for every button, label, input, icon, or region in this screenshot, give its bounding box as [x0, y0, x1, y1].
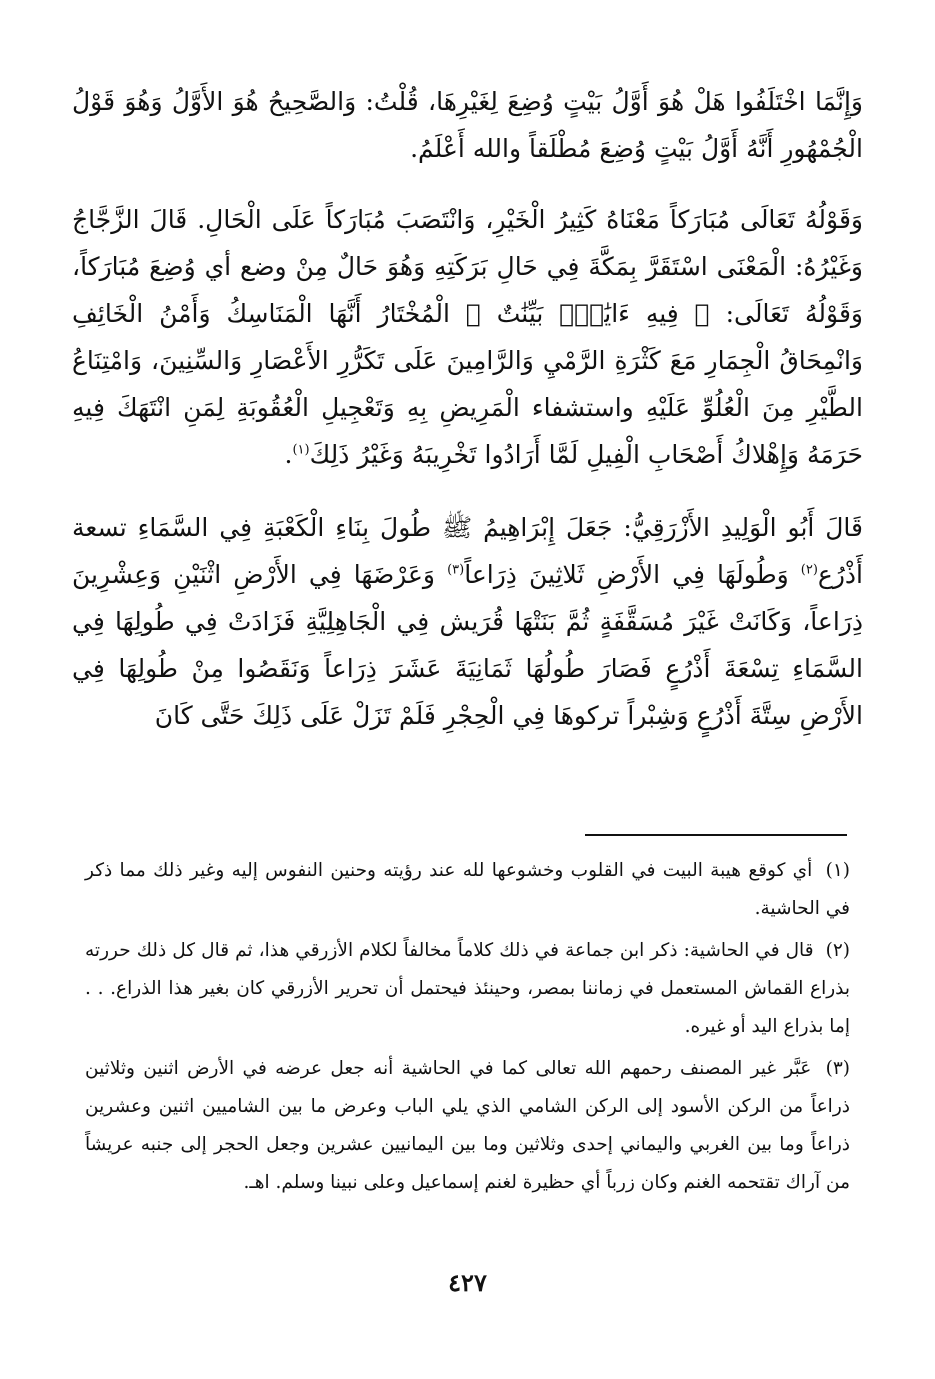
footnote-text: قال في الحاشية: ذكر ابن جماعة في ذلك كلاماً مخالفاً لكلام الأزرقي هذا، ثم قال كل ذلك حررته بذراع القماش المستعمل في زماننا بمصر، وحينئذ فيحتمل أن تحرير الأزرقي كان بغير هذا الذراع. . . إما بذراع اليد أو غيره. [85, 940, 850, 1037]
paragraph-3-part-2: وَطُولَهَا فِي الأَرْضِ ثَلاثِينَ ذِرَاعاً [464, 560, 801, 589]
paragraph-1: وَإِنَّمَا اخْتَلَفُوا هَلْ هُوَ أَوَّلُ بَيْتٍ وُضِعَ لِغَيْرِهَا، قُلْتُ: وَالصَّحِيحُ هُوَ الأَوَّلُ وَهُوَ قَوْلُ الْجُمْهُورِ أَنَّهُ أَوَّلُ بَيْتٍ وُضِعَ مُطْلَقاً والله أَعْلَمُ. [72, 87, 863, 163]
paragraph-2 [72, 196, 863, 478]
footnotes [85, 852, 850, 1206]
paragraph-2-text: وَقَوْلُهُ تَعَالَى مُبَارَكاً مَعْنَاهُ كَثِيرُ الْخَيْرِ، وَانْتَصَبَ مُبَارَكاً عَلَى الْحَالِ. قَالَ الزَّجَّاجُ وَغَيْرُهُ: الْمَعْنَى اسْتَقَرَّ بِمَكَّةَ فِي حَالِ بَرَكَتِهِ وَهُوَ حَالٌ مِنْ وضع أي وُضِعَ مُبَارَكاً، وَقَوْلُهُ تَعَالَى: ﴿ فِيهِ ءَايَٰتٌۢ بَيِّنَٰتٌ ﴾ الْمُخْتَارُ أَنَّهَا الْمَنَاسِكُ وَأَمْنُ الْخَائِفِ وَانْمِحَاقُ الْجِمَارِ مَعَ كَثْرَةِ الرَّمْيِ وَالرَّامِينَ عَلَى تَكَرُّرِ الأَعْصَارِ وَالسِّنِينَ، وَامْتِنَاعُ الطَّيْرِ مِنَ الْعُلُوِّ عَلَيْهِ واستشفاء الْمَرِيضِ بِهِ وَتَعْجِيلِ الْعُقُوبَةِ لِمَنِ انْتَهَكَ فِيهِ حَرَمَهُ وَإِهْلاكُ أَصْحَابِ الْفِيلِ لَمَّا أَرَادُوا تَخْرِيبَهُ وَغَيْرُ ذَلِكَ [72, 205, 863, 469]
footnote-ref-1: (١) [292, 442, 310, 458]
paragraph-3-part-3: وَعَرْضَهَا فِي الأَرْضِ اثْنَيْنِ وَعِشْرِينَ ذِرَاعاً، وَكَانَتْ غَيْرَ مُسَقَّفَةٍ ثُمَّ بَنَتْهَا قُرَيش فِي الْجَاهِلِيَّةِ فَزَادَتْ فِي طُولِهَا فِي السَّمَاءِ تِسْعَةَ أَذْرُعٍ فَصَارَ طُولُهَا ثَمَانِيَةَ عَشَرَ ذِرَاعاً وَنَقَصُوا مِنْ طُولِهَا فِي الأَرْضِ سِتَّةَ أَذْرُعٍ وَشِبْراً تركوهَا فِي الْحِجْرِ فَلَمْ تَزَلْ عَلَى ذَلِكَ حَتَّى كَانَ [72, 560, 863, 730]
footnote-number: (١) [825, 860, 850, 881]
footnote-number: (٢) [825, 940, 850, 961]
paragraph-3 [72, 504, 863, 739]
footnote-text: عَبَّر غير المصنف رحمهم الله تعالى كما في الحاشية أنه جعل عرضه في الأرض اثنين وثلاثين ذراعاً من الركن الأسود إلى الركن الشامي الذي يلي الباب وعرض ما بين الشاميين اثنين وعشرين ذراعاً وما بين الغربي واليماني إحدى وثلاثين وما بين اليمانيين عشرين وجعل الحجر إلى جنبه عريشاً من آراك تقتحمه الغنم وكان زرباً أي حظيرة لغنم إسماعيل وعلى نبينا وسلم. اهـ. [85, 1058, 850, 1193]
paragraph-3-part-1: قَالَ أَبُو الْوَلِيدِ الأَزْرَقِيُّ: جَعَلَ إِبْرَاهِيمُ ﷺ طُولَ بِنَاءِ الْكَعْبَةِ فِي السَّمَاءِ تسعة أَذْرُع [72, 513, 863, 589]
main-text [72, 78, 863, 739]
footnote-1 [85, 852, 850, 928]
page-number: ٤٢٧ [448, 1268, 487, 1297]
footnote-ref-3: (٣) [447, 562, 465, 578]
footnote-text: أي كوقع هيبة البيت في القلوب وخشوعها لله عند رؤيته وحنين النفوس إليه وغير ذلك مما ذكر في الحاشية. [85, 860, 850, 919]
paragraph-2-end: . [284, 440, 293, 469]
footnote-3 [85, 1050, 850, 1202]
footnote-ref-2: (٢) [800, 562, 818, 578]
footnote-2 [85, 932, 850, 1046]
footnote-divider [585, 834, 847, 836]
footnote-number: (٣) [825, 1058, 850, 1079]
